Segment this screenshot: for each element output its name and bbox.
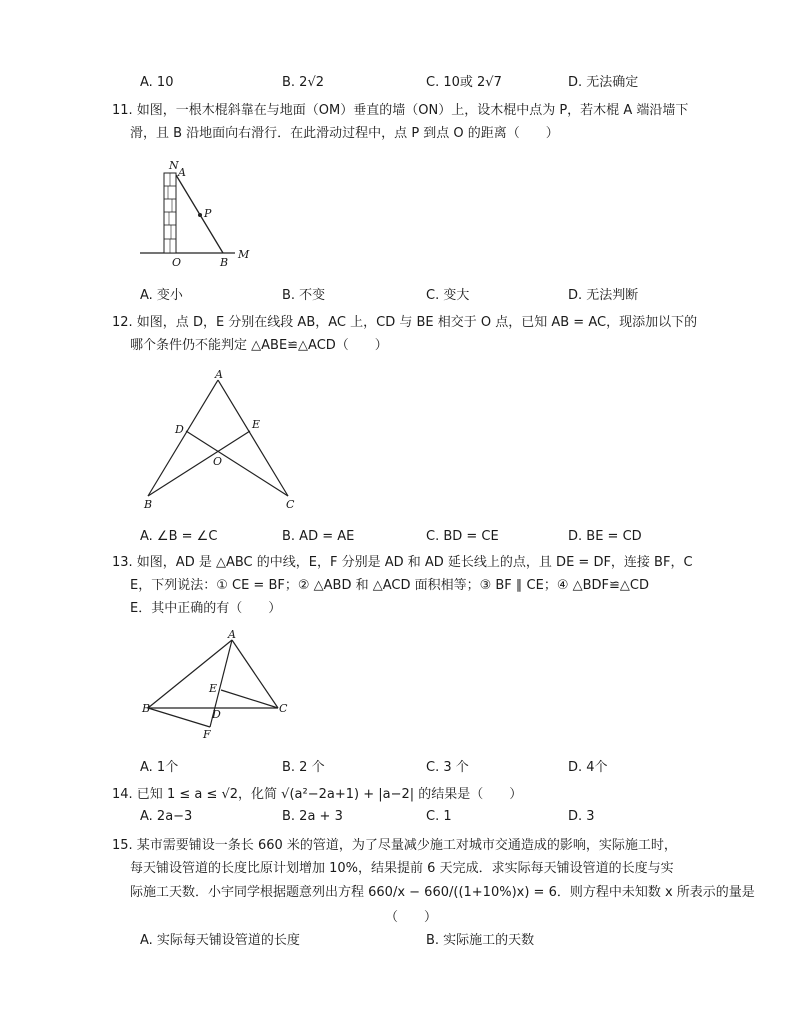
q11-text-line2: 滑，且 B 沿地面向右滑行．在此滑动过程中，点 P 到点 O 的距离（ ） <box>130 126 559 141</box>
q11-option-b: B. 不变 <box>282 288 326 303</box>
q11-option-a: A. 变小 <box>140 288 183 303</box>
q13-label-a: A <box>228 630 236 641</box>
q11-label-n: N <box>169 159 179 172</box>
q15-text-line2: 每天铺设管道的长度比原计划增加 10%，结果提前 6 天完成．求实际每天铺设管道的长度与实 <box>130 861 674 876</box>
q14-option-d: D. 3 <box>568 809 595 824</box>
q13-option-b: B. 2 个 <box>282 760 325 775</box>
q15-text-line3: 际施工天数．小宇同学根据题意列出方程 660/x − 660/((1+10%)x) = 6．则方程中未知数 x 所表示的量是 <box>130 885 755 900</box>
q14-option-c: C. 1 <box>426 809 452 824</box>
q15-option-a: A. 实际每天铺设管道的长度 <box>140 933 300 948</box>
q12-label-d: D <box>175 423 184 436</box>
q11-figure <box>135 155 265 270</box>
q13-option-d: D. 4个 <box>568 760 608 775</box>
q15-option-b: B. 实际施工的天数 <box>426 933 535 948</box>
q14-option-b: B. 2a + 3 <box>282 809 343 824</box>
q14-text-line1: 14. 已知 1 ≤ a ≤ √2，化简 √(a²−2a+1) + |a−2| 的结果是（ ） <box>112 787 523 802</box>
q12-text-line2: 哪个条件仍不能判定 △ABE≌△ACD（ ） <box>130 338 388 353</box>
q11-label-o: O <box>172 256 182 269</box>
q13-label-c: C <box>279 702 288 715</box>
q13-option-a: A. 1个 <box>140 760 179 775</box>
q12-label-c: C <box>286 498 295 511</box>
q14-option-a: A. 2a−3 <box>140 809 193 824</box>
q11-label-b: B <box>220 256 229 269</box>
q13-label-f: F <box>203 728 211 740</box>
q10-option-d: D. 无法确定 <box>568 75 639 90</box>
q13-option-c: C. 3 个 <box>426 760 469 775</box>
q12-option-b: B. AD = AE <box>282 529 355 544</box>
q15-text-line4: （ ） <box>385 910 438 925</box>
q11-label-a: A <box>178 166 186 179</box>
q11-label-m: M <box>238 248 250 261</box>
q13-label-b: B <box>142 702 151 715</box>
q13-text-line1: 13. 如图，AD 是 △ABC 的中线，E，F 分别是 AD 和 AD 延长线上的点，且 DE = DF，连接 BF，C <box>112 555 693 570</box>
q12-label-a: A <box>215 368 223 381</box>
q10-option-c: C. 10或 2√7 <box>426 75 502 90</box>
q12-label-o: O <box>213 455 223 468</box>
q11-option-d: D. 无法判断 <box>568 288 639 303</box>
q10-option-b: B. 2√2 <box>282 75 325 90</box>
q13-text-line2: E，下列说法：① CE = BF；② △ABD 和 △ACD 面积相等；③ BF ∥ CE；④ △BDF≌△CD <box>130 578 650 593</box>
q13-figure <box>135 630 295 740</box>
q13-text-line3: E．其中正确的有（ ） <box>130 601 282 616</box>
q12-text-line1: 12. 如图，点 D，E 分别在线段 AB，AC 上，CD 与 BE 相交于 O 点，已知 AB = AC，现添加以下的 <box>112 315 698 330</box>
q13-label-e: E <box>209 682 218 695</box>
q12-label-e: E <box>252 418 261 431</box>
q12-label-b: B <box>144 498 153 511</box>
q12-option-a: A. ∠B = ∠C <box>140 529 218 544</box>
q11-label-p: P <box>204 207 212 220</box>
q13-label-d: D <box>212 708 221 721</box>
q10-option-a: A. 10 <box>140 75 174 90</box>
q12-option-c: C. BD = CE <box>426 529 499 544</box>
q15-text-line1: 15. 某市需要铺设一条长 660 米的管道，为了尽量减少施工对城市交通造成的影响，实际施工时， <box>112 838 677 853</box>
q11-text-line1: 11. 如图，一根木棍斜靠在与地面（OM）垂直的墙（ON）上，设木棍中点为 P，若木棍 A 端沿墙下 <box>112 103 689 118</box>
q12-option-d: D. BE = CD <box>568 529 642 544</box>
q11-option-c: C. 变大 <box>426 288 470 303</box>
q12-figure <box>135 368 305 513</box>
